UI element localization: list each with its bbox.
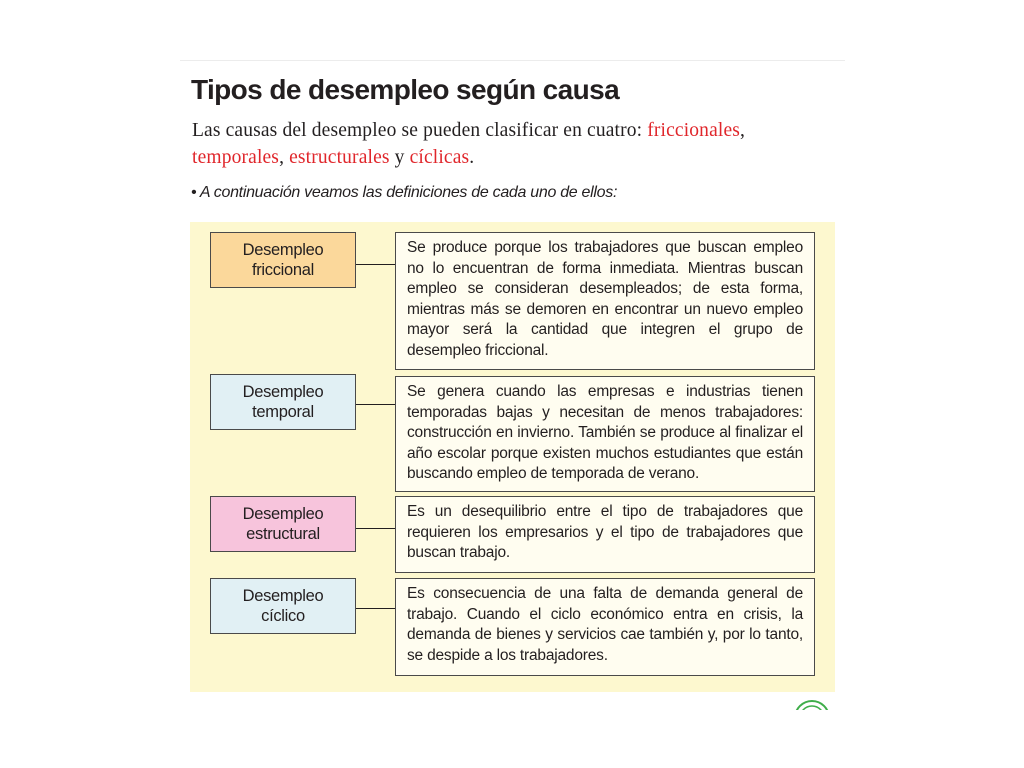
category-label-line2: temporal bbox=[252, 403, 314, 421]
definition-estructural: Es un desequilibrio entre el tipo de trabajadores que requieren los empresarios y el tipo de trabajadores que buscan trabajo. bbox=[395, 496, 815, 573]
connector-line bbox=[356, 404, 395, 405]
connector-line bbox=[356, 528, 395, 529]
page-title: Tipos de desempleo según causa bbox=[191, 74, 620, 105]
category-ciclico bbox=[210, 578, 356, 634]
term-friccionales: friccionales bbox=[647, 120, 740, 141]
definition-friccional: Se produce porque los trabajadores que buscan empleo no lo encuentran de forma inmediata. Mientras buscan empleo se consideran desempleados; de esta forma, mientras más se demoren en encontrar un nuevo empleo mayor será la cantidad que integren el grupo de desempleo friccional. bbox=[395, 232, 815, 370]
connector-line bbox=[356, 264, 395, 265]
intro-paragraph bbox=[192, 117, 842, 171]
category-label-line1: Desempleo bbox=[242, 587, 324, 605]
category-label-line2: cíclico bbox=[261, 607, 305, 625]
intro-sep-1: , bbox=[739, 120, 746, 141]
category-temporal bbox=[210, 374, 356, 430]
intro-end: . bbox=[469, 147, 475, 168]
category-friccional bbox=[210, 232, 356, 288]
term-temporales: temporales bbox=[192, 147, 280, 168]
category-label-line1: Desempleo bbox=[242, 241, 324, 259]
definition-temporal: Se genera cuando las empresas e industrias tienen temporadas bajas y necesitan de menos trabajadores: construcción en invierno. También se produce al finalizar el año escolar porque existen muchos estudiantes que están buscando empleo de temporada de verano. bbox=[395, 376, 815, 492]
definition-ciclico: Es consecuencia de una falta de demanda general de trabajo. Cuando el ciclo económico entra en crisis, la demanda de bienes y servicios cae también y, por lo tanto, se despide a los trabajadores. bbox=[395, 578, 815, 676]
bullet-note: • A continuación veamos las definiciones de cada uno de ellos: bbox=[191, 184, 618, 201]
category-label-line1: Desempleo bbox=[242, 383, 324, 401]
green-circle-icon bbox=[792, 698, 832, 710]
intro-sep-3: y bbox=[389, 147, 410, 168]
category-estructural bbox=[210, 496, 356, 552]
category-label-line2: friccional bbox=[251, 261, 315, 279]
definitions-panel bbox=[190, 222, 835, 692]
term-estructurales: estructurales bbox=[289, 147, 390, 168]
connector-line bbox=[356, 608, 395, 609]
category-label-line1: Desempleo bbox=[242, 505, 324, 523]
intro-text: Las causas del desempleo se pueden clasificar en cuatro: bbox=[192, 120, 648, 141]
intro-sep-2: , bbox=[279, 147, 290, 168]
top-divider bbox=[180, 60, 845, 61]
term-ciclicas: cíclicas bbox=[409, 147, 470, 168]
textbook-page bbox=[180, 60, 845, 710]
category-label-line2: estructural bbox=[246, 525, 320, 543]
